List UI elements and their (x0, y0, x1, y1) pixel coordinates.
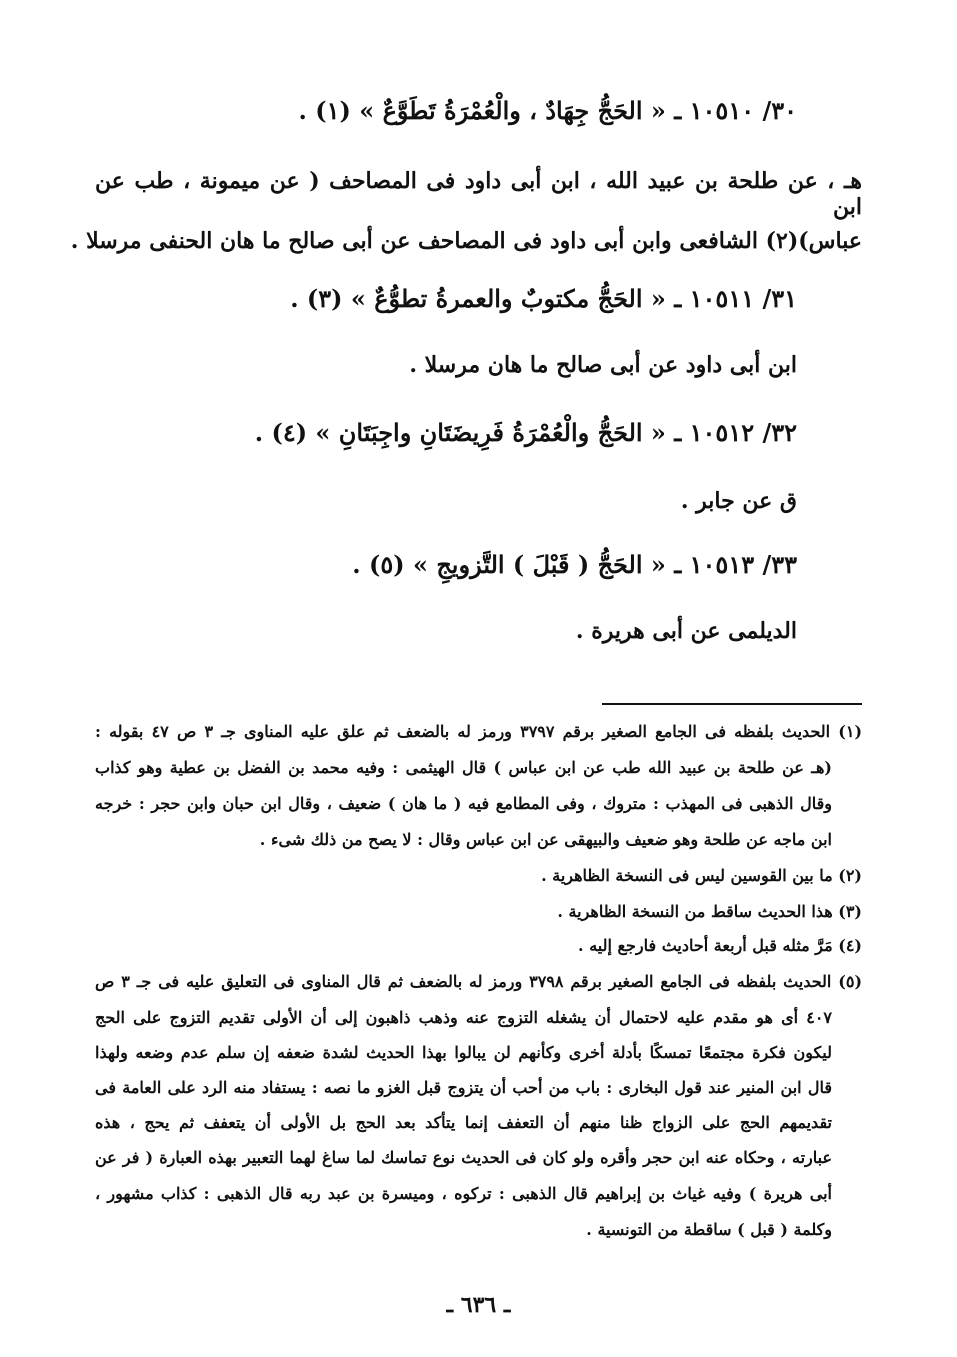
footnote-5-line-2: ٤٠٧ أى هو مقدم عليه لاحتمال أن يشغله التزوج عنه وذهب ذاهبون إلى أن الأولى تقديم التزوج على الحج (95, 1008, 832, 1027)
footnote-3: (٣) هذا الحديث ساقط من النسخة الظاهرية . (557, 902, 862, 921)
footnote-5-line-4: قال ابن المنير عند قول البخارى : باب من أحب أن يتزوج قبل الغزو ما نصه : يستفاد منه الرد على العامة فى (95, 1078, 832, 1097)
hadith-31: ٣١/ ١٠٥١١ ـ « الحَجُّ مكتوبٌ والعمرةُ تطوُّعٌ » (٣) . (290, 284, 797, 313)
hadith-33: ٣٣/ ١٠٥١٣ ـ « الحَجُّ ( قَبْلَ ) التَّزويجِ » (٥) . (352, 550, 797, 579)
hadith-30: ٣٠/ ١٠٥١٠ ـ « الحَجُّ جِهَادٌ ، والْعُمْرَةُ تَطَوَّعٌ » (١) . (298, 96, 797, 125)
footnote-5-line-8: وكلمة ( قبل ) ساقطة من التونسية . (586, 1220, 832, 1239)
footnote-5-line-7: أبى هريرة ) وفيه غياث بن إبراهيم قال الذهبى : تركوه ، وميسرة بن عبد ربه قال الذهبى : كذاب مشهور ، (95, 1184, 832, 1203)
hadith-30-source-line-1: هـ ، عن طلحة بن عبيد الله ، ابن أبى داود فى المصاحف ( عن ميمونة ، طب عن ابن (95, 168, 862, 220)
hadith-30-source-line-2: عباس)(٢) الشافعى وابن أبى داود فى المصاحف عن أبى صالح ما هان الحنفى مرسلا . (70, 228, 862, 254)
hadith-32-source: ق عن جابر . (680, 488, 797, 514)
page-number: ـ ٦٣٦ ـ (446, 1292, 511, 1318)
hadith-33-source: الديلمى عن أبى هريرة . (575, 618, 797, 644)
hadith-31-source: ابن أبى داود عن أبى صالح ما هان مرسلا . (409, 352, 797, 378)
footnote-1-line-2: (هـ عن طلحة بن عبيد الله طب عن ابن عباس ) قال الهيثمى : وفيه محمد بن الفضل بن عطية وهو كذاب (95, 758, 832, 777)
footnote-1-line-4: ابن ماجه عن طلحة وهو ضعيف والبيهقى عن ابن عباس وقال : لا يصح من ذلك شىء . (259, 830, 832, 849)
footnote-5-line-3: ليكون فكرة مجتمعًا تمسكًا بأدلة أخرى وكأنهم لن يبالوا بهذا الحديث لشدة ضعفه إن سلم عدم وضعه ولهذا (95, 1043, 832, 1062)
footnote-5-line-6: عبارته ، وحكاه عنه ابن حجر وأقره ولو كان فى الحديث نوع تماسك لما ساغ لهما التعبير بهذه العبارة ( فر عن (95, 1148, 833, 1167)
footnote-5-line-1: (٥) الحديث بلفظه فى الجامع الصغير برقم ٣٧٩٨ ورمز له بالضعف ثم قال المناوى فى التعليق عليه فى جـ ٣ ص (95, 972, 863, 991)
footnote-1-line-3: وقال الذهبى فى المهذب : متروك ، وفى المطامع فيه ( ما هان ) ضعيف ، وقال ابن حبان وابن حجر : خرجه (95, 794, 832, 813)
footnote-5-line-5: تقديمهم الحج على الزواج ظنا منهم أن التعفف إنما يتأكد بعد الحج بل الأولى أن يتعفف ثم يحج ، هذه (95, 1113, 833, 1132)
footnote-4: (٤) مَرَّ مثله قبل أربعة أحاديث فارجع إليه . (578, 936, 862, 955)
footnote-separator (602, 703, 862, 705)
footnote-2: (٢) ما بين القوسين ليس فى النسخة الظاهرية . (541, 866, 862, 885)
hadith-32: ٣٢/ ١٠٥١٢ ـ « الحَجُّ والْعُمْرَةُ فَرِيضَتَانِ واجِبَتَانِ » (٤) . (254, 418, 797, 447)
footnote-1-line-1: (١) الحديث بلفظه فى الجامع الصغير برقم ٣٧٩٧ ورمز له بالضعف ثم علق عليه المناوى جـ ٣ ص ٤٧ بقوله : (95, 722, 863, 741)
